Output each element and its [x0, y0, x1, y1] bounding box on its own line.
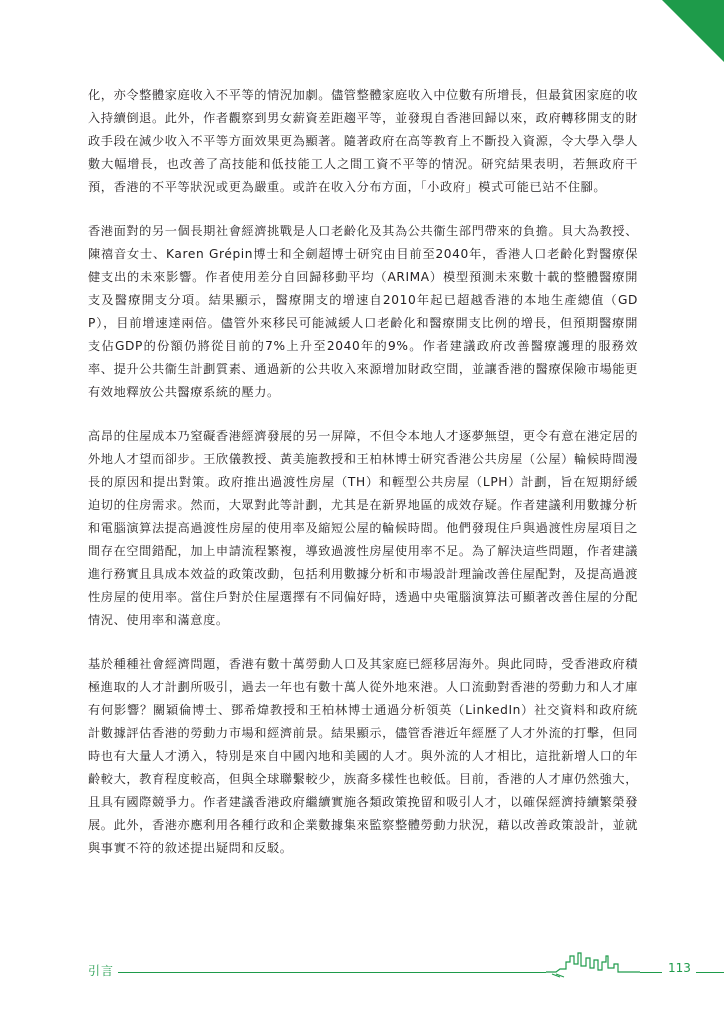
corner-accent-triangle — [662, 0, 724, 62]
paragraph-aging-healthcare: 香港面對的另一個長期社會經濟挑戰是人口老齡化及其為公共衞生部門帶來的負擔。貝大為教授、陳禧音女士、Karen Grépin博士和全劍超博士研究由目前至2040年，香港人口老齡化對醫療保健支出的未來影響。作者使用差分自回歸移動平均（ARIMA）模型預測未來數十載的整體醫療開支及醫療開支分項。結果顯示，醫療開支的增速自2010年起已超越香港的本地生產總值（GDP），目前增速達兩倍。儘管外來移民可能減緩人口老齡化和醫療開支比例的增長，但預期醫療開支佔GDP的份額仍將從目前的7%上升至2040年的9%。作者建議政府改善醫療護理的服務效率、提升公共衞生計劃質素、通過新的公共收入來源增加財政空間，並讓香港的醫療保險市場能更有效地釋放公共醫療系統的壓力。 — [88, 224, 638, 399]
footer-rule-right — [640, 972, 662, 973]
footer-rule-left — [118, 972, 546, 973]
paragraph-housing: 高昂的住屋成本乃窒礙香港經濟發展的另一屏障，不但令本地人才逐夢無望，更令有意在港定居的外地人才望而卻步。王欣儀教授、黃美施教授和王柏林博士研究香港公共房屋（公屋）輪候時間漫長的原因和提出對策。政府推出過渡性房屋（TH）和輕型公共房屋（LPH）計劃，旨在短期紓緩迫切的住房需求。然而，大眾對此等計劃，尤其是在新界地區的成效存疑。作者建議利用數據分析和電腦演算法提高過渡性房屋的使用率及縮短公屋的輪候時間。他們發現住戶與過渡性房屋項目之間存在空間錯配，加上申請流程繁複，導致過渡性房屋使用率不足。為了解決這些問題，作者建議進行務實且具成本效益的政策改動，包括利用數據分析和市場設計理論改善住屋配對，及提高過渡性房屋的使用率。當住戶對於住屋選擇有不同偏好時，透過中央電腦演算法可顯著改善住屋的分配情況、使用率和滿意度。 — [88, 429, 638, 627]
page-footer — [0, 950, 724, 990]
paragraph-inequality: 化，亦令整體家庭收入不平等的情況加劇。儘管整體家庭收入中位數有所增長，但最貧困家庭的收入持續倒退。此外，作者觀察到男女薪資差距趨平等，並發現自香港回歸以來，政府轉移開支的財政手段在減少收入不平等方面效果更為顯著。隨著政府在高等教育上不斷投入資源，令大學入學人數大幅增長，也改善了高技能和低技能工人之間工資不平等的情況。研究結果表明，若無政府干預，香港的不平等狀況或更為嚴重。或許在收入分布方面，「小政府」模式可能已站不住腳。 — [88, 88, 638, 194]
section-label: 引言 — [88, 964, 115, 978]
footer-rule-far — [696, 972, 724, 973]
page-number: 113 — [668, 961, 691, 975]
city-skyline-icon — [546, 950, 640, 980]
paragraph-talent-flow: 基於種種社會經濟問題，香港有數十萬勞動人口及其家庭已經移居海外。與此同時，受香港政府積極進取的人才計劃所吸引，過去一年也有數十萬人從外地來港。人口流動對香港的勞動力和人才庫有何影響？關穎倫博士、鄧希煒教授和王柏林博士通過分析領英（LinkedIn）社交資料和政府統計數據評估香港的勞動力市場和經濟前景。結果顯示，儘管香港近年經歷了人才外流的打擊，但同時也有大量人才湧入，特別是來自中國內地和美國的人才。與外流的人才相比，這批新增人口的年齡較大，教育程度較高，但與全球聯繫較少，族裔多樣性也較低。目前，香港的人才庫仍然強大，且具有國際競爭力。作者建議香港政府繼續實施各類政策挽留和吸引人才，以確保經濟持續繁榮發展。此外，香港亦應利用各種行政和企業數據集來監察整體勞動力狀況，藉以改善政策設計，並就與事實不符的敘述提出疑問和反駁。 — [88, 657, 638, 855]
body-text — [88, 84, 638, 881]
